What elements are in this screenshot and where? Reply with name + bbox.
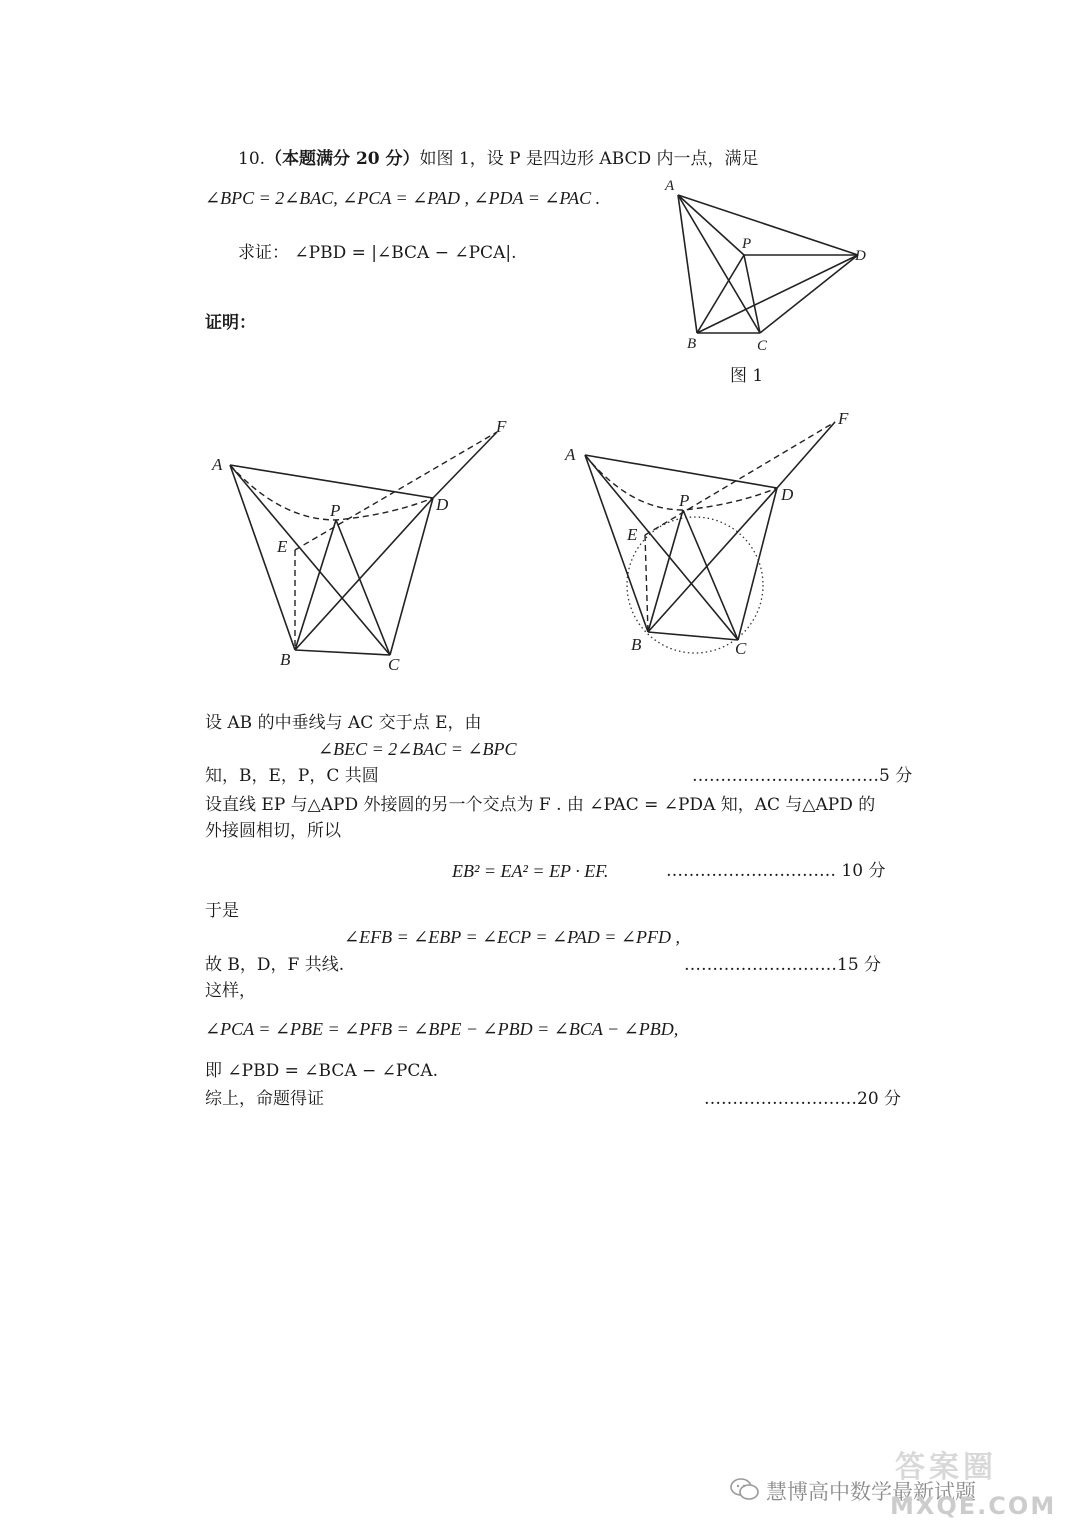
fig2-label-b: B bbox=[280, 650, 291, 669]
fig1-label-c: C bbox=[757, 338, 768, 354]
watermark bbox=[730, 1440, 1070, 1520]
fig3-edge-bc bbox=[648, 632, 738, 640]
solution-line-2: 知，B，E，P，C 共圆 bbox=[205, 766, 379, 786]
solution-line-3: 设直线 EP 与△APD 外接圆的另一个交点为 F . 由 ∠PAC = ∠PDA 知，AC 与△APD 的 bbox=[205, 795, 876, 815]
solution-eq-1: ∠BEC = 2∠BAC = ∠BPC bbox=[318, 739, 517, 759]
fig3-label-f: F bbox=[838, 409, 849, 428]
figure-1 bbox=[650, 168, 890, 363]
fig3-label-b: B bbox=[631, 635, 642, 654]
problem-heading: （本题满分 20 分） bbox=[265, 149, 420, 169]
solution-line-7: 这样， bbox=[205, 981, 256, 1001]
solution-line-8: 综上，命题得证 bbox=[205, 1089, 324, 1109]
solution-line-1: 设 AB 的中垂线与 AC 交于点 E，由 bbox=[205, 713, 482, 733]
fig2-edge-ab bbox=[230, 465, 295, 650]
fig2-label-p: P bbox=[330, 501, 341, 520]
figure-3 bbox=[555, 400, 875, 670]
solution-eq-4: ∠PCA = ∠PBE = ∠PFB = ∠BPE − ∠PBD = ∠BCA − ∠PBD, bbox=[205, 1019, 679, 1039]
fig3-label-c: C bbox=[735, 639, 747, 658]
fig2-label-a: A bbox=[212, 455, 223, 474]
fig2-label-f: F bbox=[496, 417, 507, 436]
wechat-account-name: 慧博高中数学最新试题 bbox=[766, 1480, 976, 1504]
fig2-label-d: D bbox=[436, 495, 449, 514]
fig3-label-p: P bbox=[679, 491, 690, 510]
score-15: ………………………15 分 bbox=[684, 955, 882, 975]
solution-line-5: 于是 bbox=[205, 901, 239, 921]
solution-eq-2: EB² = EA² = EP · EF. bbox=[452, 861, 609, 881]
fig2-seg-df bbox=[433, 432, 497, 498]
score-5: ……………………………5 分 bbox=[692, 766, 913, 786]
problem-stem: 如图 1，设 P 是四边形 ABCD 内一点，满足 bbox=[419, 149, 759, 169]
watermark-logo-text: 答案圈 bbox=[895, 1450, 997, 1485]
fig2-label-c: C bbox=[388, 655, 400, 674]
fig1-seg-pc bbox=[744, 255, 760, 333]
problem-header bbox=[238, 148, 759, 170]
fig3-dashed-ef bbox=[645, 422, 835, 535]
problem-number: 10. bbox=[238, 149, 266, 169]
fig2-edge-bc bbox=[295, 650, 390, 655]
fig3-seg-pc bbox=[683, 510, 738, 640]
fig3-label-a: A bbox=[565, 445, 576, 464]
score-20: ………………………20 分 bbox=[704, 1089, 902, 1109]
proof-label: 证明： bbox=[205, 313, 256, 333]
solution-line-4: 外接圆相切，所以 bbox=[205, 821, 341, 841]
figure-2 bbox=[200, 410, 530, 680]
fig3-dashed-eb bbox=[645, 535, 648, 632]
fig3-diag-ac bbox=[585, 455, 738, 640]
figure-1-caption: 图 1 bbox=[730, 366, 764, 386]
fig1-label-p: P bbox=[742, 236, 752, 252]
fig2-seg-pb bbox=[295, 520, 336, 650]
fig2-dashed-ef bbox=[295, 432, 497, 550]
problem-conditions: ∠BPC = 2∠BAC, ∠PCA = ∠PAD , ∠PDA = ∠PAC . bbox=[205, 188, 601, 208]
watermark-site: MXQE.COM bbox=[890, 1492, 1057, 1520]
fig2-seg-pc bbox=[336, 520, 390, 655]
fig3-label-d: D bbox=[781, 485, 794, 504]
fig1-edge-ad bbox=[678, 195, 858, 255]
fig3-edge-ab bbox=[585, 455, 648, 632]
fig3-seg-df bbox=[777, 422, 835, 488]
fig1-label-b: B bbox=[687, 336, 697, 352]
score-10: ………………………… 10 分 bbox=[666, 861, 886, 881]
solution-eq-5: 即 ∠PBD = ∠BCA − ∠PCA. bbox=[205, 1061, 439, 1081]
fig1-seg-ap bbox=[678, 195, 744, 255]
fig3-seg-pb bbox=[648, 510, 683, 632]
fig3-label-e: E bbox=[627, 525, 638, 544]
fig2-label-e: E bbox=[277, 537, 288, 556]
wechat-icon bbox=[730, 1476, 760, 1502]
solution-line-6: 故 B，D，F 共线. bbox=[205, 955, 345, 975]
fig1-edge-cd bbox=[760, 255, 858, 333]
solution-eq-3: ∠EFB = ∠EBP = ∠ECP = ∠PAD = ∠PFD , bbox=[344, 927, 680, 947]
fig1-edge-ab bbox=[678, 195, 697, 333]
fig1-label-a: A bbox=[665, 178, 675, 194]
fig1-diag-ac bbox=[678, 195, 760, 333]
fig1-label-d: D bbox=[855, 248, 866, 264]
problem-to-prove: 求证： ∠PBD = |∠BCA − ∠PCA|. bbox=[238, 243, 517, 263]
fig2-diag-ac bbox=[230, 465, 390, 655]
